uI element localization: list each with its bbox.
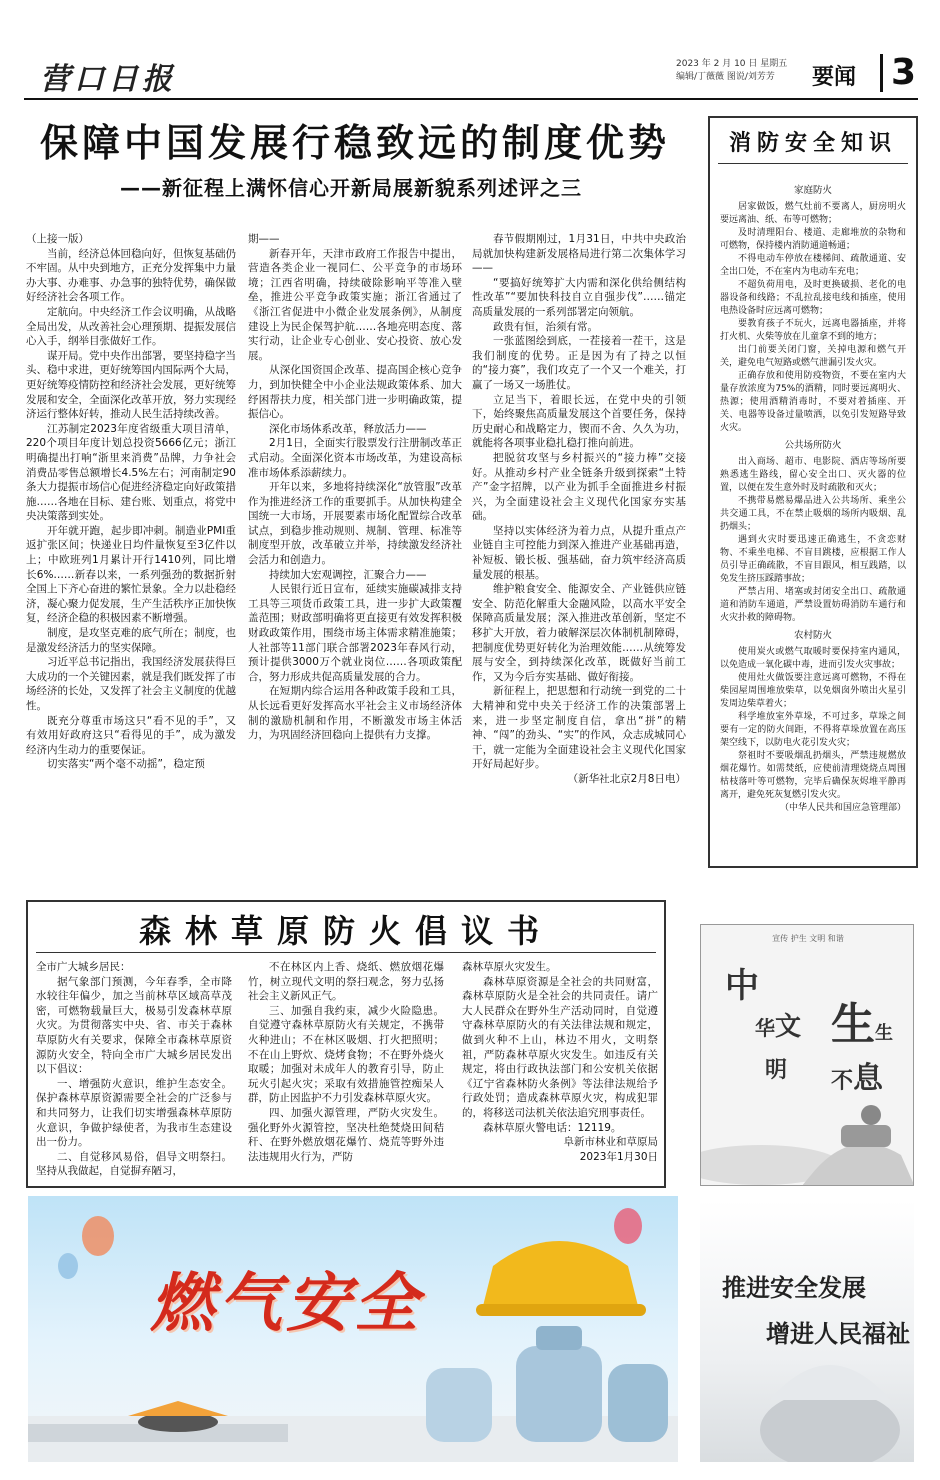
paragraph: 深化市场体系改革，释放活力—— bbox=[269, 422, 427, 435]
paragraph: 三、加强自我约束，减少火险隐患。自觉遵守森林草原防火有关规定，不携带火种进山；不在林区吸烟、打火把照明；不在山上野炊、烧烤食物；不在野外烧火取暖；加强对未成年人的教育引导，防止玩火引起火灾；采取有效措施管控痴呆人群，防止因监护不力引发森林草原火灾。 bbox=[248, 1004, 444, 1105]
paragraph: 一张蓝图绘到底，一茬接着一茬干，这是我们制度的优势。正是因为有了持之以恒的“接力赛”，我们攻克了一个又一个难关，打赢了一场又一场胜仗。 bbox=[472, 335, 686, 391]
article-column-1 bbox=[26, 232, 236, 772]
fire-safety-body bbox=[720, 180, 906, 815]
paragraph: 持续加大宏观调控，汇聚合力—— bbox=[269, 568, 427, 581]
paragraph: （新华社北京2月8日电） bbox=[567, 772, 686, 785]
poster-char: 明 bbox=[765, 1057, 788, 1083]
poster-char: 文 bbox=[775, 1012, 802, 1042]
article-headline: 保障中国发展行稳致远的制度优势 bbox=[40, 121, 671, 165]
poster-char: 息 bbox=[853, 1061, 884, 1096]
header-divider bbox=[24, 98, 918, 100]
paragraph: 人民银行近日宣布，延续实施碳减排支持工具等三项货币政策工具，进一步扩大政策覆盖范围；财政部明确将更直接更有效发挥积极财政政策作用，围绕市场主体需求精准施策；人社部等11部门联合部署2023年春风行动，预计提供3000万个就业岗位……各项政策配合，努力形成共促高质量发展的合力。 bbox=[248, 583, 462, 683]
paragraph: 开年以来，多地将持续深化“放管服”改革作为推进经济工作的重要抓手。从加快构建全国统一大市场，开展要素市场化配置综合改革试点，到稳步推动规则、规制、管理、标准等制度型开放，改革破立并举，持续激发经济社会活力和创造力。 bbox=[248, 481, 462, 567]
fire-section-heading: 家庭防火 bbox=[793, 185, 832, 196]
fire-tip: 不超负荷用电，及时更换破损、老化的电器设备和线路；不乱拉乱接电线和插座，使用电热设备时应远离可燃物； bbox=[720, 280, 906, 316]
section-label: 要闻 bbox=[812, 65, 857, 90]
fire-tip: 严禁占用、堵塞或封闭安全出口、疏散通道和消防车通道，严禁设置妨碍消防车通行和火灾扑救的障碍物。 bbox=[720, 587, 906, 623]
fire-tip: 居家做饭，燃气灶前不要离人，厨房明火要远离油、纸、布等可燃物； bbox=[720, 202, 906, 225]
paragraph: 定航向。中央经济工作会议明确，从战略全局出发，从改善社会心理预期、提振发展信心入手，纲举目张做好工作。 bbox=[26, 305, 236, 348]
paragraph: 森林草原资源是全社会的共同财富，森林草原防火是全社会的共同责任。请广大人民群众在野外生产活动同时，自觉遵守森林草原防火的有关法律法规和规定，做到火种不上山，林边不用火，文明祭祖，严防森林草原火灾发生。如违反有关规定，将由行政执法部门和公安机关依据《辽宁省森林防火条例》等法律法规给予行政处罚；造成森林草原火灾，构成犯罪的，将移送司法机关依法追究刑事责任。 bbox=[462, 975, 658, 1119]
fire-tip: 使用炭火或燃气取暖时要保持室内通风，以免造成一氧化碳中毒，进而引发火灾事故； bbox=[720, 647, 906, 670]
fire-safety-signature: （中华人民共和国应急管理部） bbox=[779, 803, 906, 813]
paragraph: 不在林区内上香、烧纸、燃放烟花爆竹，树立现代文明的祭扫观念，努力弘扬社会主义新风正气。 bbox=[248, 961, 444, 1003]
poster-top-text: 宣传 护生 文明 和谐 bbox=[772, 934, 844, 943]
fire-tip: 及时清理阳台、楼道、走廊堆放的杂物和可燃物，保持楼内消防通道畅通； bbox=[720, 228, 906, 251]
date-line: 2023 年 2 月 10 日 星期五 bbox=[676, 59, 788, 69]
fire-tip: 科学堆放室外草垛，不可过多，草垛之间要有一定的防火间距，不得将草垛放置在高压架空线下，以防电火花引发火灾； bbox=[720, 712, 906, 748]
paragraph: 二、自觉移风易俗，倡导文明祭扫。坚持从我做起，自觉摒弃陋习， bbox=[36, 1150, 232, 1178]
paragraph: （上接一版） bbox=[26, 233, 89, 245]
poster-big-text-2 bbox=[831, 999, 893, 1101]
paragraph: 森林草原火警电话：12119。 bbox=[483, 1121, 622, 1134]
forest-issuer: 阜新市林业和草原局 bbox=[563, 1136, 658, 1149]
paragraph: 全市广大城乡居民： bbox=[36, 961, 131, 973]
paragraph: 春节假期刚过，1月31日，中共中央政治局就加快构建新发展格局进行第二次集体学习—— bbox=[472, 233, 686, 275]
fire-tip: 出入商场、超市、电影院、酒店等场所要熟悉逃生路线，留心安全出口、灭火器的位置，以便在发生意外时及时疏散和灭火； bbox=[720, 457, 906, 493]
poster-big-text-1 bbox=[725, 967, 801, 1089]
paragraph: 新春开年，天津市政府工作报告中提出，营造各类企业一视同仁、公平竞争的市场环境；江西省明确，持续破除影响平等准入壁垒，推进公平竞争政策实施；浙江省通过了《浙江省促进中小微企业发展条例》，从制度建设上为民企保驾护航……各地亮明态度、落实行动，让企业专心创业、安心投资、放心发展。 bbox=[248, 247, 462, 362]
paragraph: 在短期内综合运用各种政策手段和工具，从长远看更好发挥高水平社会主义市场经济体制的激励机制和作用，不断激发市场主体活力，为巩固经济回稳向上提供有力支撑。 bbox=[248, 685, 462, 742]
article-column-2 bbox=[248, 232, 462, 743]
poster-char: 中 bbox=[725, 966, 759, 1006]
paragraph: 把脱贫攻坚与乡村振兴的“接力棒”交接好。从推动乡村产业全链条升级到探索“土特产”金字招牌，以产业为抓手全面推进乡村振兴，为全面建设社会主义现代化国家夯实基础。 bbox=[472, 451, 686, 523]
fire-section-heading: 农村防火 bbox=[793, 630, 832, 641]
paragraph: 期—— bbox=[248, 233, 280, 245]
paragraph: 立足当下，着眼长远，在党中央的引领下，始终聚焦高质量发展这个首要任务，保持历史耐心和战略定力，锲而不舍、久久为功，就能将各项事业稳扎稳打推向前进。 bbox=[472, 393, 686, 450]
fire-tip: 不携带易燃易爆品进入公共场所、乘坐公共交通工具，不在禁止吸烟的场所内吸烟、乱扔烟头； bbox=[720, 496, 906, 532]
paragraph: 江苏制定2023年度省级重大项目清单，220个项目年度计划总投资5666亿元；浙江明确提出打响“浙里来消费”品牌，力争社会消费品零售总额增长4.5%左右；河南制定90条大力提振市场信心促进经济稳定向好政策措施……各地在目标、建台账、划重点，将党中央决策落到实处。 bbox=[26, 422, 236, 523]
paragraph: 四、加强火源管理，严防火灾发生。强化野外火源管控，坚决杜绝焚烧田间秸秆、在野外燃放烟花爆竹、烧荒等野外违法违规用火行为，严防 bbox=[248, 1106, 444, 1163]
paragraph: 既充分尊重市场这只“看不见的手”，又有效用好政府这只“看得见的手”，成为激发经济内生动力的重要保证。 bbox=[26, 714, 236, 756]
paragraph: 维护粮食安全、能源安全、产业链供应链安全、防范化解重大金融风险，以高水平安全保障高质量发展；深入推进改革创新，坚定不移扩大开放，着力破解深层次体制机制障碍，把制度优势更好转化为治理效能……从统筹发展与安全，到持续深化改革，既做好当前工作，又为今后夯实基础、做好衔接。 bbox=[472, 583, 686, 683]
paragraph: 当前，经济总体回稳向好，但恢复基础仍不牢固。从中央到地方，正充分发挥集中力量办大事、办难事、办急事的独特优势，确保做好经济社会各项工作。 bbox=[26, 247, 236, 304]
forest-date: 2023年1月30日 bbox=[579, 1150, 658, 1163]
forest-column-1 bbox=[36, 960, 232, 1179]
page-number: 3 bbox=[880, 54, 916, 92]
paragraph: 从深化国资国企改革、提高国企核心竞争力，到加快健全中小企业法规政策体系、加大纾困帮扶力度，相关部门进一步明确政策，提振信心。 bbox=[248, 364, 462, 421]
paragraph: 切实落实“两个毫不动摇”，稳定预 bbox=[47, 758, 205, 771]
forest-title-divider bbox=[36, 952, 656, 953]
editor-line: 编辑/丁薇薇 图说/刘芳芳 bbox=[676, 72, 775, 82]
slogan-line-1: 推进安全发展 bbox=[722, 1274, 866, 1302]
poster-char: 华 bbox=[755, 1016, 775, 1040]
forest-column-2 bbox=[248, 960, 444, 1164]
fire-tip: 正确存放和使用防疫物资，不要在室内大量存放浓度为75%的酒精，同时要远离明火、热源；使用酒精消毒时，不要对着插座、开关、电器等设备过量喷洒，以免引发短路导致火灾。 bbox=[720, 371, 906, 433]
forest-fire-title: 森林草原防火倡议书 bbox=[138, 912, 553, 950]
fire-section-heading: 公共场所防火 bbox=[784, 440, 842, 451]
slogan-line-2: 增进人民福祉 bbox=[766, 1320, 910, 1348]
poster-char: 不 bbox=[831, 1068, 854, 1094]
paragraph: 开年就开跑，起步即冲刺。制造业PMI重返扩张区间；快递业日均件量恢复至3亿件以上；中欧班列1月累计开行1410列，同比增长6%……新春以来，一系列强劲的数据折射全国上下齐心奋进的繁忙景象。全力以赴稳经济，凝心聚力促发展，生产生活秩序正加快恢复，经济企稳的积极因素不断增强。 bbox=[26, 524, 236, 625]
paragraph: 2月1日，全面实行股票发行注册制改革正式启动。全面深化资本市场改革，为建设高标准市场体系添薪续力。 bbox=[248, 437, 462, 479]
fire-tip: 遇到火灾时要迅速正确逃生，不贪恋财物、不乘坐电梯、不盲目跳楼，应根据工作人员引导正确疏散，不盲目跟风，相互践踏，以免发生挤压踩踏事故； bbox=[720, 535, 906, 584]
article-column-3 bbox=[472, 232, 686, 787]
culture-poster-thumbnail bbox=[700, 924, 914, 1186]
paragraph: 政贵有恒，治须有常。 bbox=[493, 320, 598, 333]
fire-safety-title: 消防安全知识 bbox=[718, 126, 908, 164]
poster-char: 生 bbox=[875, 1023, 893, 1044]
paragraph: 坚持以实体经济为着力点，从提升重点产业链自主可控能力到深入推进产业基础再造，补短板、锻长板、强基础，奋力筑牢经济高质量发展的根基。 bbox=[472, 524, 686, 581]
fire-tip: 要教育孩子不玩火，远离电器插座，并将打火机、火柴等放在儿童拿不到的地方； bbox=[720, 319, 906, 342]
paragraph: 森林草原火灾发生。 bbox=[462, 961, 557, 973]
gas-safety-title: 燃气安全 bbox=[150, 1267, 422, 1341]
article-subheadline: ——新征程上满怀信心开新局展新貌系列述评之三 bbox=[120, 176, 582, 200]
paragraph: “要搞好统筹扩大内需和深化供给侧结构性改革”“要加快科技自立自强步伐”……锚定高质量发展的一系列部署定向领航。 bbox=[472, 276, 686, 318]
forest-column-3 bbox=[462, 960, 658, 1164]
paragraph: 据气象部门预测，今年春季，全市降水较往年偏少，加之当前林草区域高草茂密，可燃物载量巨大，极易引发森林草原火灾。为贯彻落实中央、省、市关于森林草原防火有关要求，保障全市森林草原资源防火安全，特向全市广大城乡居民发出以下倡议： bbox=[36, 975, 232, 1076]
fire-tip: 祭祖时不要吸烟乱扔烟头，严禁违规燃放烟花爆竹。如需焚纸，应使前清理烧烧点周围枯枝落叶等可燃物，完毕后确保灰烬堆平静再离开，避免死灰复燃引发火灾。 bbox=[720, 751, 906, 800]
fire-tip: 不得电动车停放在楼梯间、疏散通道、安全出口处，不在室内为电动车充电； bbox=[720, 254, 906, 277]
masthead-logo: 营口日报 bbox=[40, 62, 176, 97]
paragraph: 谋开局。党中央作出部署，要坚持稳字当头、稳中求进，更好统筹国内国际两个大局，更好统筹疫情防控和经济社会发展，更好统筹发展和安全，全面深化改革开放，努力实现经济运行整体好转，推动人民生活持续改善。 bbox=[26, 349, 236, 421]
fire-tip: 使用灶火做饭要注意远离可燃物，不得在柴园屋周围堆放柴草，以免烟囱外喷出火星引发周边柴草着火； bbox=[720, 673, 906, 709]
paragraph: 习近平总书记指出，我国经济发展获得巨大成功的一个关键因素，就是我们既发挥了市场经济的长处，又发挥了社会主义制度的优越性。 bbox=[26, 656, 236, 712]
paragraph: 一、增强防火意识，维护生态安全。保护森林草原资源需要全社会的广泛参与和共同努力，让我们切实增强森林草原防火意识，争做护绿使者，为我市生态建设出一份力。 bbox=[36, 1077, 232, 1149]
paragraph: 制度，是攻坚克难的底气所在；制度，也是激发经济活力的坚实保障。 bbox=[26, 627, 236, 654]
poster-char: 生 bbox=[831, 999, 875, 1050]
paragraph: 新征程上，把思想和行动统一到党的二十大精神和党中央关于经济工作的决策部署上来，进一步坚定制度自信，拿出“拼”的精神、“闯”的劲头、“实”的作风，众志成城同心干，就一定能为全面建设社会主义现代化国家开好局起好步。 bbox=[472, 685, 686, 771]
fire-tip: 出门前要关闭门窗，关掉电源和燃气开关，避免电气短路或燃气泄漏引发火灾。 bbox=[720, 345, 906, 368]
